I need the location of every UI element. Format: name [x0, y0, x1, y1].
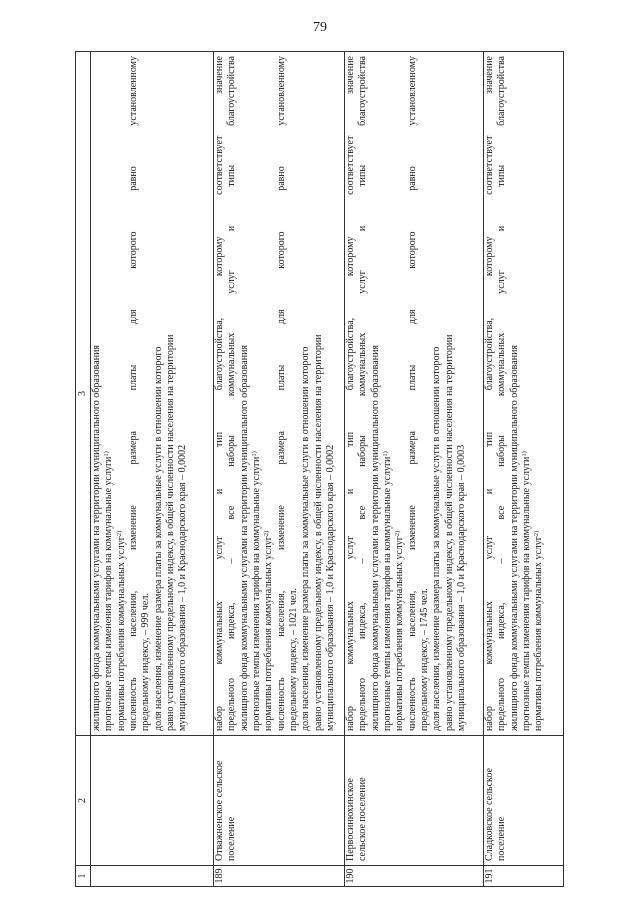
description-line: численность населения, изменение размера платы для которого равно установленному	[128, 56, 140, 731]
description-line: предельному индексу, – 1745 чел.	[419, 588, 431, 731]
description-line: набор коммунальных услуг и тип благоустройства, которому соответствует значение	[214, 56, 225, 731]
table-row	[484, 52, 564, 887]
description-line: прогнозные темпы изменения тарифов на коммунальные услуги$^{1)}$	[251, 451, 263, 731]
description-line: предельному индексу, – 1021 чел.	[288, 588, 300, 731]
footnote-marker: 1)	[521, 451, 529, 457]
footnote-marker: 1)	[103, 451, 111, 457]
description-line: предельного индекса, – все наборы коммунальных услуг и типы благоустройства	[357, 56, 369, 731]
description-line: прогнозные темпы изменения тарифов на коммунальные услуги$^{1)}$	[382, 451, 394, 731]
description-line: нормативы потребления коммунальных услуг$^{2)}$	[394, 530, 406, 731]
description-line: равно установленному предельному индексу, в общей численности населения на территории	[165, 334, 177, 731]
description-line: прогнозные темпы изменения тарифов на коммунальные услуги$^{1)}$	[521, 451, 533, 731]
description-line: доля населения, изменение размера платы за коммунальные услуги в отношении которого	[300, 346, 312, 731]
description-line: предельного индекса, – все наборы коммунальных услуг и типы благоустройства	[496, 56, 508, 731]
description-line: доля населения, изменение размера платы за коммунальные услуги в отношении которого	[431, 346, 443, 731]
tariff-table	[75, 51, 564, 887]
description-line: муниципального образования – 1,0 и Краснодарского края – 0,0002	[325, 444, 337, 731]
table-row	[91, 52, 214, 887]
description-line: численность населения, изменение размера платы для которого равно установленному	[275, 56, 287, 731]
footnote-marker: 2)	[533, 530, 541, 537]
column-header-1: 1	[76, 866, 91, 887]
row-description	[91, 52, 214, 736]
page-number: 79	[313, 20, 327, 35]
description-line: нормативы потребления коммунальных услуг$^{2)}$	[115, 530, 127, 731]
table-row	[345, 52, 484, 887]
row-description	[345, 52, 484, 736]
description-line: предельного индекса, – все наборы коммунальных услуг и типы благоустройства	[226, 56, 238, 731]
footnote-marker: 2)	[115, 530, 123, 537]
table-row	[214, 52, 345, 887]
description-line: жилищного фонда коммунальными услугами на территории муниципального образования	[508, 344, 520, 731]
description-line: жилищного фонда коммунальными услугами на территории муниципального образования	[238, 344, 250, 731]
footnote-marker: 1)	[251, 451, 259, 457]
municipality-name: Отважненское сельское поселение	[214, 736, 345, 866]
table-frame	[75, 52, 560, 887]
footnote-marker: 2)	[394, 530, 402, 537]
description-line: прогнозные темпы изменения тарифов на коммунальные услуги$^{1)}$	[103, 451, 115, 731]
description-line: равно установленному предельному индексу, в общей численности населения на территории	[443, 334, 455, 731]
header-row	[76, 52, 91, 887]
description-line: набор коммунальных услуг и тип благоустройства, которому соответствует значение	[345, 56, 356, 731]
municipality-name: Первосинюхинское сельское поселение	[345, 736, 484, 866]
footnote-marker: 2)	[263, 530, 271, 537]
municipality-name: Сладковское сельское поселение	[484, 736, 564, 866]
description-line: жилищного фонда коммунальными услугами на территории муниципального образования	[91, 344, 102, 731]
description-line: нормативы потребления коммунальных услуг$^{2)}$	[263, 530, 275, 731]
row-number: 191	[484, 866, 564, 887]
footnote-marker: 1)	[382, 451, 390, 457]
row-number	[91, 866, 214, 887]
description-line: жилищного фонда коммунальными услугами на территории муниципального образования	[369, 344, 381, 731]
description-line: набор коммунальных услуг и тип благоустройства, которому соответствует значение	[484, 56, 495, 731]
row-number: 190	[345, 866, 484, 887]
row-description	[214, 52, 345, 736]
row-description	[484, 52, 564, 736]
description-line: муниципального образования – 1,0 и Краснодарского края – 0,0002	[177, 444, 189, 731]
description-line: предельному индексу, – 999 чел.	[140, 593, 152, 731]
column-header-3: 3	[76, 52, 91, 736]
description-line: доля населения, изменение размера платы за коммунальные услуги в отношении которого	[152, 346, 164, 731]
rotated-table-container	[75, 52, 560, 887]
column-header-2: 2	[76, 736, 91, 866]
description-line: численность населения, изменение размера платы для которого равно установленному	[406, 56, 418, 731]
description-line: муниципального образования – 1,0 и Краснодарского края – 0,0003	[456, 444, 468, 731]
description-line: нормативы потребления коммунальных услуг$^{2)}$	[533, 530, 545, 731]
municipality-name	[91, 736, 214, 866]
row-number: 189	[214, 866, 345, 887]
description-line: равно установленному предельному индексу, в общей численности населения на территории	[312, 334, 324, 731]
